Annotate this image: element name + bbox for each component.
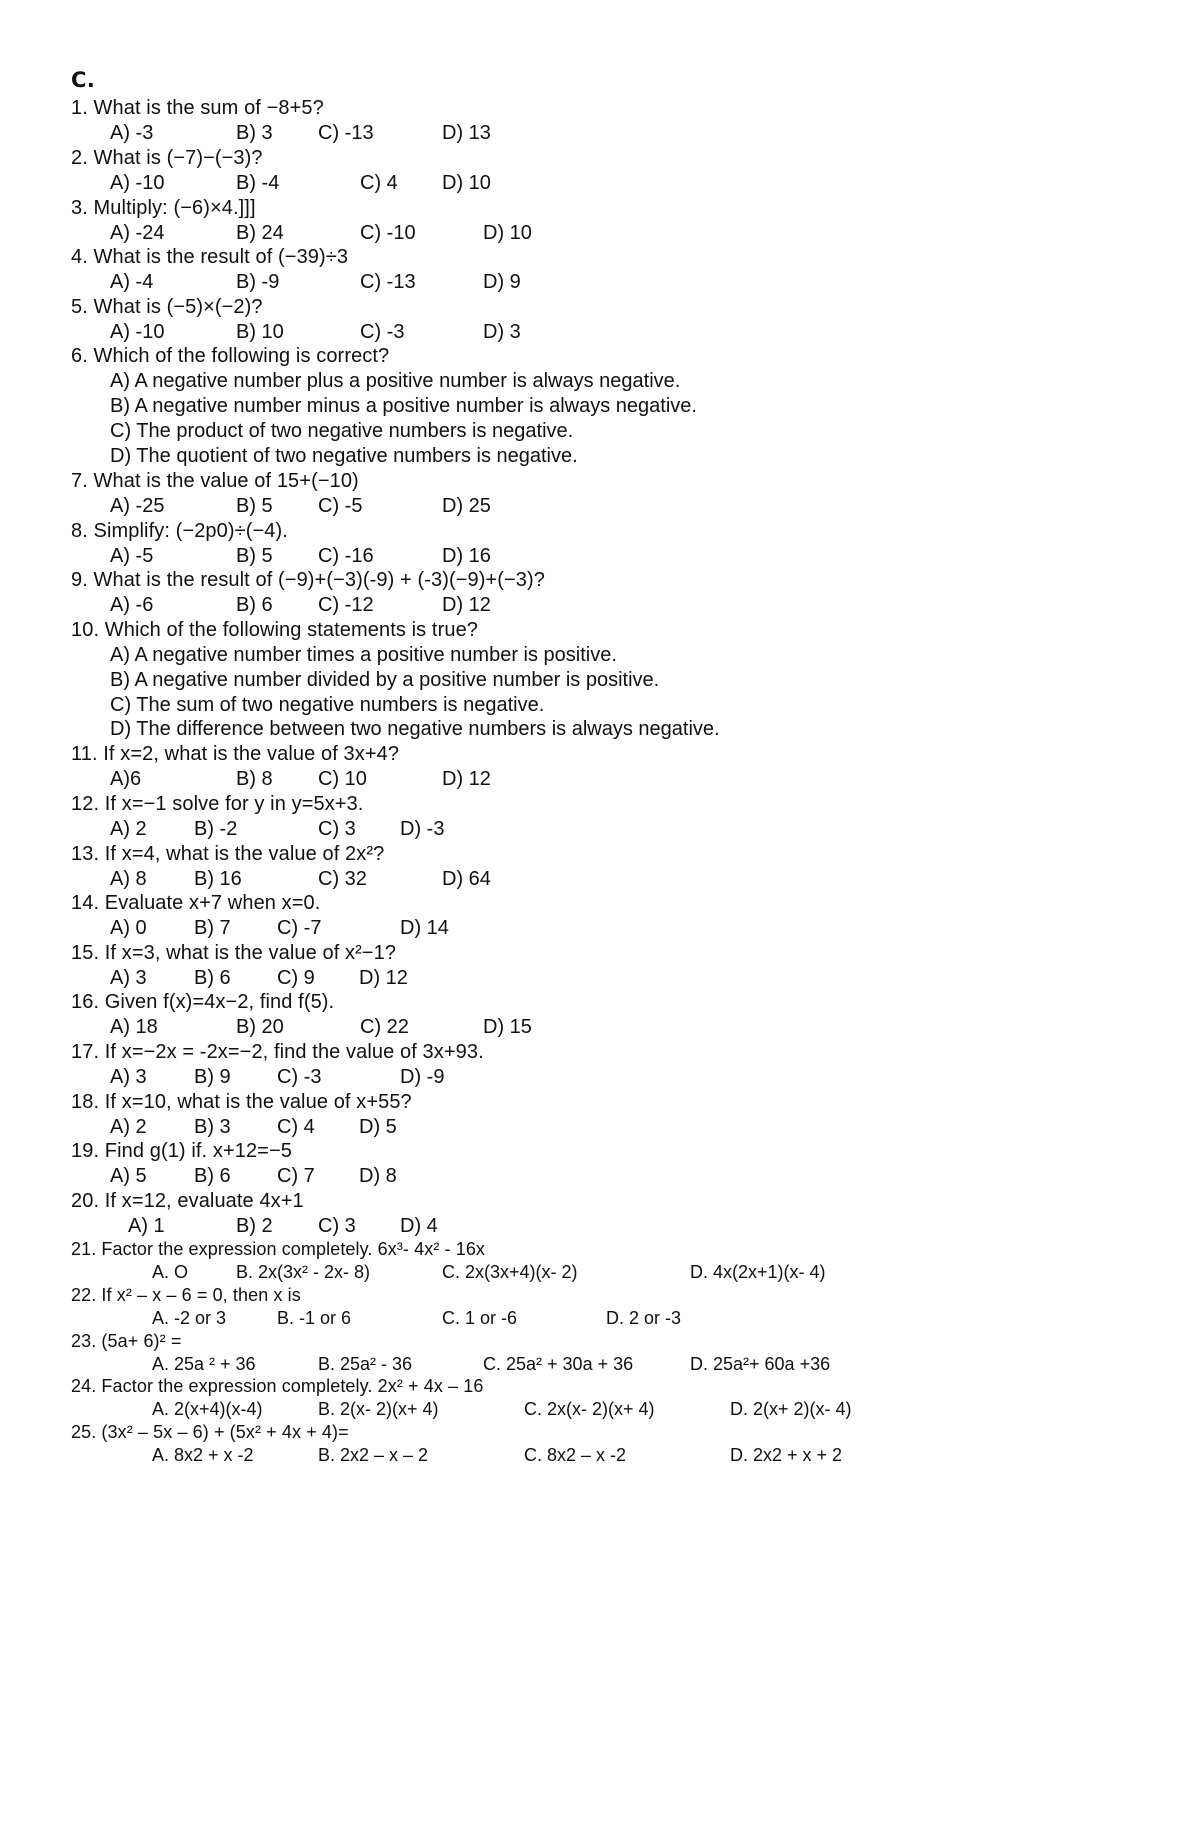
question-14-option-c: C) -7 (277, 917, 322, 939)
question-2-option-a: A) -10 (110, 172, 165, 194)
question-16-text: 16. Given f(x)=4x−2, find f(5). (71, 991, 335, 1013)
question-23-option-b: B. 25a² - 36 (318, 1354, 413, 1374)
question-19-option-d: D) 8 (359, 1165, 397, 1187)
question-17-text: 17. If x=−2x = -2x=−2, find the value of 3x+93. (71, 1041, 484, 1063)
question-4-option-a: A) -4 (110, 271, 154, 293)
question-7-options (0, 494, 1200, 519)
question-23-options (0, 1353, 1200, 1376)
question-2-option-c: C) 4 (360, 172, 398, 194)
question-16-option-d: D) 15 (483, 1016, 532, 1038)
question-6-option-d: D) The quotient of two negative numbers is negative. (110, 445, 578, 467)
question-1-option-d: D) 13 (442, 122, 491, 144)
question-9-option-b: B) 6 (236, 594, 273, 616)
question-19-option-b: B) 6 (194, 1165, 231, 1187)
question-22-text: 22. If x² – x – 6 = 0, then x is (71, 1285, 301, 1305)
question-24-options (0, 1398, 1200, 1421)
question-13-option-d: D) 64 (442, 868, 491, 890)
question-6-option-c: C) The product of two negative numbers is negative. (110, 420, 574, 442)
question-23-option-d: D. 25a²+ 60a +36 (690, 1354, 831, 1374)
section-label: C. (71, 68, 96, 92)
question-3-option-c: C) -10 (360, 222, 416, 244)
question-6-option-b: B) A negative number minus a positive number is always negative. (110, 395, 697, 417)
question-7-option-a: A) -25 (110, 495, 165, 517)
question-15-option-d: D) 12 (359, 967, 408, 989)
question-25-option-a: A. 8x2 + x -2 (152, 1445, 254, 1465)
question-12-option-d: D) -3 (400, 818, 445, 840)
question-4-option-c: C) -13 (360, 271, 416, 293)
question-11-option-b: B) 8 (236, 768, 273, 790)
question-13-option-b: B) 16 (194, 868, 242, 890)
question-13-text: 13. If x=4, what is the value of 2x²? (71, 843, 385, 865)
question-18-option-d: D) 5 (359, 1116, 397, 1138)
question-21-option-c: C. 2x(3x+4)(x- 2) (442, 1262, 578, 1282)
question-20-option-d: D) 4 (400, 1215, 438, 1237)
question-18-options (0, 1115, 1200, 1140)
question-15-option-c: C) 9 (277, 967, 315, 989)
question-22-option-c: C. 1 or -6 (442, 1308, 518, 1328)
question-17-option-d: D) -9 (400, 1066, 445, 1088)
question-20-options (0, 1214, 1200, 1239)
question-18-option-b: B) 3 (194, 1116, 231, 1138)
question-24-option-a: A. 2(x+4)(x-4) (152, 1399, 263, 1419)
question-2-option-d: D) 10 (442, 172, 491, 194)
question-12-option-b: B) -2 (194, 818, 238, 840)
question-10-option-d: D) The difference between two negative numbers is always negative. (110, 718, 720, 740)
question-16-option-c: C) 22 (360, 1016, 409, 1038)
question-17-option-b: B) 9 (194, 1066, 231, 1088)
question-13-option-c: C) 32 (318, 868, 367, 890)
question-7-text: 7. What is the value of 15+(−10) (71, 470, 359, 492)
question-8-option-b: B) 5 (236, 545, 273, 567)
question-6-text: 6. Which of the following is correct? (71, 345, 390, 367)
question-24-option-b: B. 2(x- 2)(x+ 4) (318, 1399, 439, 1419)
question-21-options (0, 1261, 1200, 1284)
question-11-options (0, 767, 1200, 792)
question-9-option-c: C) -12 (318, 594, 374, 616)
question-14-option-a: A) 0 (110, 917, 147, 939)
question-23-option-c: C. 25a² + 30a + 36 (483, 1354, 634, 1374)
question-8-options (0, 544, 1200, 569)
question-2-text: 2. What is (−7)−(−3)? (71, 147, 263, 169)
question-19-option-a: A) 5 (110, 1165, 147, 1187)
question-23-option-a: A. 25a ² + 36 (152, 1354, 256, 1374)
question-16-options (0, 1015, 1200, 1040)
question-22-option-a: A. -2 or 3 (152, 1308, 227, 1328)
question-15-options (0, 966, 1200, 991)
question-10-option-a: A) A negative number times a positive number is positive. (110, 644, 617, 666)
question-11-option-c: C) 10 (318, 768, 367, 790)
question-5-option-c: C) -3 (360, 321, 405, 343)
question-24-option-d: D. 2(x+ 2)(x- 4) (730, 1399, 852, 1419)
question-14-text: 14. Evaluate x+7 when x=0. (71, 892, 321, 914)
question-25-option-d: D. 2x2 + x + 2 (730, 1445, 843, 1465)
question-20-option-a: A) 1 (128, 1215, 165, 1237)
question-6-option-a: A) A negative number plus a positive number is always negative. (110, 370, 681, 392)
question-10-option-b: B) A negative number divided by a positive number is positive. (110, 669, 660, 691)
question-8-text: 8. Simplify: (−2p0)÷(−4). (71, 520, 288, 542)
question-5-option-a: A) -10 (110, 321, 165, 343)
question-12-option-c: C) 3 (318, 818, 356, 840)
question-20-option-c: C) 3 (318, 1215, 356, 1237)
question-9-text: 9. What is the result of (−9)+(−3)(-9) + (-3)(−9)+(−3)? (71, 569, 546, 591)
question-4-option-d: D) 9 (483, 271, 521, 293)
question-4-option-b: B) -9 (236, 271, 280, 293)
question-12-options (0, 817, 1200, 842)
question-15-text: 15. If x=3, what is the value of x²−1? (71, 942, 397, 964)
question-25-options (0, 1444, 1200, 1467)
question-2-option-b: B) -4 (236, 172, 280, 194)
question-11-option-a: A)6 (110, 768, 142, 790)
question-5-option-b: B) 10 (236, 321, 284, 343)
question-1-option-a: A) -3 (110, 122, 154, 144)
question-5-options (0, 320, 1200, 345)
question-17-option-c: C) -3 (277, 1066, 322, 1088)
question-21-option-b: B. 2x(3x² - 2x- 8) (236, 1262, 371, 1282)
question-7-option-b: B) 5 (236, 495, 273, 517)
question-22-option-d: D. 2 or -3 (606, 1308, 682, 1328)
question-1-option-c: C) -13 (318, 122, 374, 144)
question-14-option-b: B) 7 (194, 917, 231, 939)
question-25-option-b: B. 2x2 – x – 2 (318, 1445, 429, 1465)
question-4-options (0, 270, 1200, 295)
question-23-text: 23. (5a+ 6)² = (71, 1331, 182, 1351)
question-1-option-b: B) 3 (236, 122, 273, 144)
question-8-option-d: D) 16 (442, 545, 491, 567)
question-8-option-c: C) -16 (318, 545, 374, 567)
question-21-option-a: A. O (152, 1262, 189, 1282)
question-19-options (0, 1164, 1200, 1189)
question-24-text: 24. Factor the expression completely. 2x² + 4x – 16 (71, 1376, 484, 1396)
question-15-option-a: A) 3 (110, 967, 147, 989)
question-7-option-c: C) -5 (318, 495, 363, 517)
question-10-option-c: C) The sum of two negative numbers is negative. (110, 694, 545, 716)
question-25-text: 25. (3x² – 5x – 6) + (5x² + 4x + 4)= (71, 1422, 349, 1442)
question-16-option-a: A) 18 (110, 1016, 158, 1038)
question-13-options (0, 867, 1200, 892)
question-3-option-a: A) -24 (110, 222, 165, 244)
question-18-text: 18. If x=10, what is the value of x+55? (71, 1091, 412, 1113)
question-3-options (0, 221, 1200, 246)
question-1-options (0, 121, 1200, 146)
question-19-option-c: C) 7 (277, 1165, 315, 1187)
question-9-options (0, 593, 1200, 618)
question-21-text: 21. Factor the expression completely. 6x³- 4x² - 16x (71, 1239, 486, 1259)
question-15-option-b: B) 6 (194, 967, 231, 989)
question-12-text: 12. If x=−1 solve for y in y=5x+3. (71, 793, 364, 815)
question-14-option-d: D) 14 (400, 917, 449, 939)
question-8-option-a: A) -5 (110, 545, 154, 567)
question-11-option-d: D) 12 (442, 768, 491, 790)
question-25-option-c: C. 8x2 – x -2 (524, 1445, 627, 1465)
question-17-options (0, 1065, 1200, 1090)
question-9-option-d: D) 12 (442, 594, 491, 616)
question-13-option-a: A) 8 (110, 868, 147, 890)
question-10-text: 10. Which of the following statements is true? (71, 619, 479, 641)
question-7-option-d: D) 25 (442, 495, 491, 517)
question-18-option-a: A) 2 (110, 1116, 147, 1138)
question-3-text: 3. Multiply: (−6)×4.]]] (71, 197, 256, 219)
question-3-option-d: D) 10 (483, 222, 532, 244)
question-11-text: 11. If x=2, what is the value of 3x+4? (71, 743, 400, 765)
question-16-option-b: B) 20 (236, 1016, 284, 1038)
question-3-option-b: B) 24 (236, 222, 284, 244)
question-24-option-c: C. 2x(x- 2)(x+ 4) (524, 1399, 655, 1419)
question-20-text: 20. If x=12, evaluate 4x+1 (71, 1190, 304, 1212)
question-20-option-b: B) 2 (236, 1215, 273, 1237)
question-5-option-d: D) 3 (483, 321, 521, 343)
question-19-text: 19. Find g(1) if. x+12=−5 (71, 1140, 292, 1162)
question-22-option-b: B. -1 or 6 (277, 1308, 352, 1328)
question-1-text: 1. What is the sum of −8+5? (71, 97, 324, 119)
question-18-option-c: C) 4 (277, 1116, 315, 1138)
question-9-option-a: A) -6 (110, 594, 154, 616)
question-4-text: 4. What is the result of (−39)÷3 (71, 246, 349, 268)
question-17-option-a: A) 3 (110, 1066, 147, 1088)
question-21-option-d: D. 4x(2x+1)(x- 4) (690, 1262, 826, 1282)
question-12-option-a: A) 2 (110, 818, 147, 840)
question-2-options (0, 171, 1200, 196)
question-22-options (0, 1307, 1200, 1330)
question-14-options (0, 916, 1200, 941)
question-5-text: 5. What is (−5)×(−2)? (71, 296, 263, 318)
